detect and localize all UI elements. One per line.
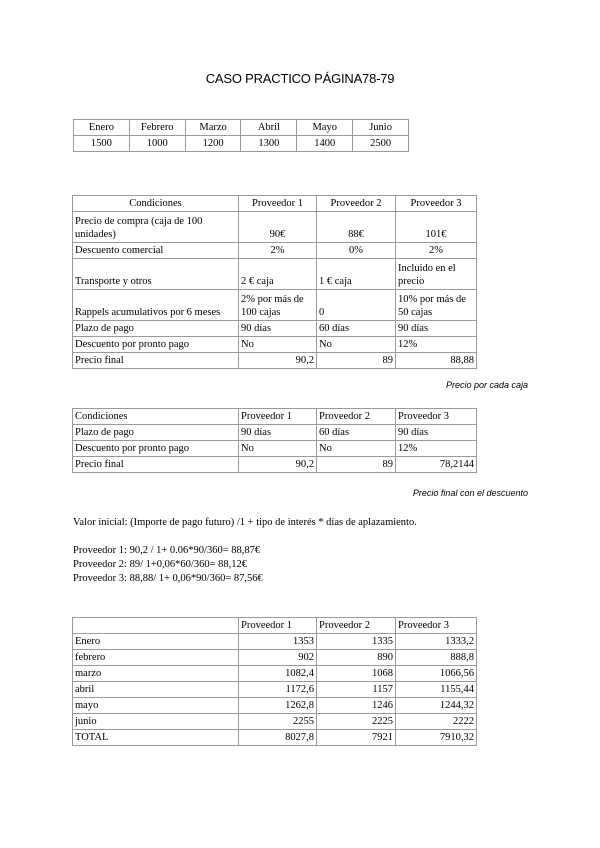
cell-value: 90 días [239,321,317,337]
month-value: 1500 [74,136,130,152]
table-row [73,290,477,321]
table-row [73,212,477,243]
cell-value: 12% [396,337,477,353]
row-label: abril [73,682,239,698]
row-label: junio [73,714,239,730]
cell-value: 2% por más de 100 cajas [239,290,317,321]
cell-value: 2225 [317,714,396,730]
column-header: Proveedor 2 [317,618,396,634]
month-value: 1300 [241,136,297,152]
cell-value: 1082,4 [239,666,317,682]
month-value: 1400 [297,136,353,152]
table-row [73,196,477,212]
row-label: Descuento por pronto pago [73,337,239,353]
row-label: Precio final [73,457,239,473]
cell-value: 90€ [239,212,317,243]
row-label: Transporte y otros [73,259,239,290]
table-row [73,457,477,473]
calc-line: Proveedor 1: 90,2 / 1+ 0.06*90/360= 88,87€ [73,545,261,556]
row-label: TOTAL [73,730,239,746]
column-header: Proveedor 2 [317,196,396,212]
cell-value: 90,2 [239,457,317,473]
cell-value: Incluido en el precio [396,259,477,290]
cell-value: 89 [317,457,396,473]
table-row [73,243,477,259]
row-label: Descuento por pronto pago [73,441,239,457]
cell-value: 88€ [317,212,396,243]
cell-value: 0% [317,243,396,259]
month-header: Febrero [129,120,185,136]
cell-value: 2% [396,243,477,259]
table-row [73,698,477,714]
month-header: Enero [74,120,130,136]
month-value: 1200 [185,136,241,152]
cell-value: 60 días [317,425,396,441]
cell-value: 1066,56 [396,666,477,682]
table-row [73,666,477,682]
cell-value: 1157 [317,682,396,698]
table-row [73,425,477,441]
note-final-price-discount: Precio final con el descuento [412,488,528,498]
cell-value: 902 [239,650,317,666]
cell-value: 7910,32 [396,730,477,746]
table-row [74,120,409,136]
table-row [74,136,409,152]
cell-value: 88,88 [396,353,477,369]
row-label: marzo [73,666,239,682]
cell-value: 78,2144 [396,457,477,473]
column-header: Proveedor 1 [239,196,317,212]
cell-value: 12% [396,441,477,457]
month-value: 1000 [129,136,185,152]
table-row [73,682,477,698]
page-title: CASO PRACTICO PÁGINA78-79 [205,71,395,86]
table-row [73,337,477,353]
month-value: 2500 [353,136,409,152]
column-header: Proveedor 3 [396,409,477,425]
cell-value: 1333,2 [396,634,477,650]
cell-value: 2255 [239,714,317,730]
formula-text: Valor inicial: (Importe de pago futuro) /1 + tipo de interés * días de aplazamiento. [73,517,417,528]
column-header: Proveedor 1 [239,618,317,634]
table-row [73,259,477,290]
cell-value: No [239,337,317,353]
cell-value: 1244,32 [396,698,477,714]
row-label: Plazo de pago [73,321,239,337]
monthly-sales-table [73,119,409,152]
row-label: febrero [73,650,239,666]
cell-value: 0 [317,290,396,321]
row-label: Precio de compra (caja de 100 unidades) [73,212,239,243]
month-header: Mayo [297,120,353,136]
cell-value: 1068 [317,666,396,682]
cell-value: 2 € caja [239,259,317,290]
cell-value: 90,2 [239,353,317,369]
cell-value: No [239,441,317,457]
cell-value: 7921 [317,730,396,746]
row-label: Precio final [73,353,239,369]
monthly-totals-table [72,617,477,746]
cell-value: 2222 [396,714,477,730]
table-row [73,441,477,457]
month-header: Junio [353,120,409,136]
cell-value: 2% [239,243,317,259]
column-header: Proveedor 2 [317,409,396,425]
cell-value: 8027,8 [239,730,317,746]
provider-calculations [73,544,263,586]
column-header [73,618,239,634]
column-header: Proveedor 1 [239,409,317,425]
table-row [73,634,477,650]
column-header: Proveedor 3 [396,196,477,212]
cell-value: 90 días [396,321,477,337]
row-label: Plazo de pago [73,425,239,441]
column-header: Proveedor 3 [396,618,477,634]
cell-value: 1 € caja [317,259,396,290]
cell-value: 1172,6 [239,682,317,698]
row-label: mayo [73,698,239,714]
calc-line: Proveedor 3: 88,88/ 1+ 0,06*90/360= 87,56€ [73,573,263,584]
column-header: Condiciones [73,409,239,425]
note-price-per-box: Precio por cada caja [445,380,528,390]
cell-value: 60 días [317,321,396,337]
table-row [73,321,477,337]
row-label: Rappels acumulativos por 6 meses [73,290,239,321]
row-label: Enero [73,634,239,650]
cell-value: 1335 [317,634,396,650]
month-header: Marzo [185,120,241,136]
cell-value: 1262,8 [239,698,317,714]
calc-line: Proveedor 2: 89/ 1+0,06*60/360= 88,12€ [73,559,247,570]
cell-value: No [317,441,396,457]
table-row [73,353,477,369]
conditions-table [72,195,477,369]
table-row [73,650,477,666]
column-header: Condiciones [73,196,239,212]
cell-value: 890 [317,650,396,666]
cell-value: 888,8 [396,650,477,666]
cell-value: 1246 [317,698,396,714]
cell-value: No [317,337,396,353]
table-row [73,714,477,730]
cell-value: 10% por más de 50 cajas [396,290,477,321]
month-header: Abril [241,120,297,136]
table-row [73,730,477,746]
cell-value: 90 días [239,425,317,441]
table-row [73,618,477,634]
row-label: Descuento comercial [73,243,239,259]
payment-conditions-table [72,408,477,473]
table-row [73,409,477,425]
cell-value: 101€ [396,212,477,243]
cell-value: 1155,44 [396,682,477,698]
cell-value: 89 [317,353,396,369]
cell-value: 90 días [396,425,477,441]
cell-value: 1353 [239,634,317,650]
